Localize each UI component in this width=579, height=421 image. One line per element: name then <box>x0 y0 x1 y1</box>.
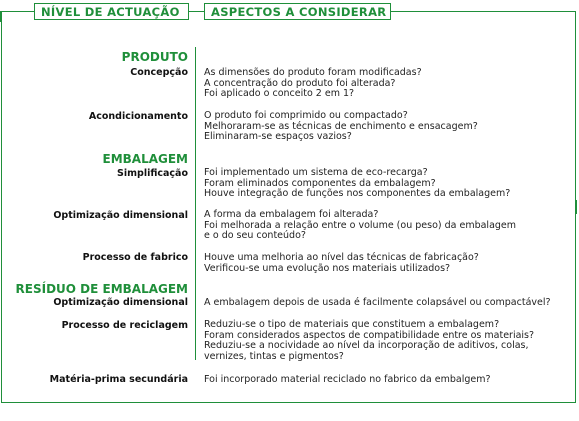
text-line: A forma da embalagem foi alterada? <box>204 209 379 220</box>
text-optimizacao-dimensional-residuo <box>204 298 551 309</box>
section-residuo-de-embalagem: RESÍDUO DE EMBALAGEM <box>15 282 188 296</box>
text-concepcao <box>204 68 422 100</box>
header-nivel-de-actuacao: NÍVEL DE ACTUAÇÃO <box>34 3 189 20</box>
section-embalagem: EMBALAGEM <box>102 152 188 166</box>
text-line: Foi melhorada a relação entre o volume (ou peso) da embalagem <box>204 219 517 231</box>
text-line: vernizes, tintas e pigmentos? <box>204 350 344 362</box>
text-line: As dimensões do produto foram modificadas? <box>204 67 422 78</box>
text-line: A concentração do produto foi alterada? <box>204 77 396 89</box>
text-line: Foram considerados aspectos de compatibilidade entre os materiais? <box>204 329 535 341</box>
text-line: Houve integração de funções nos componentes da embalagem? <box>204 188 511 199</box>
label-optimizacao-dimensional-residuo: Optimização dimensional <box>53 297 188 308</box>
text-line: Reduziu-se a nocividade ao nível da incorporação de aditivos, colas, <box>204 340 529 351</box>
text-line: Reduziu-se o tipo de materiais que constituem a embalagem? <box>204 319 500 330</box>
label-processo-de-reciclagem: Processo de reciclagem <box>61 320 188 331</box>
text-processo-de-fabrico <box>204 253 479 274</box>
text-processo-de-reciclagem <box>204 320 534 362</box>
text-line: Foi aplicado o conceito 2 em 1? <box>204 88 355 99</box>
text-line: A embalagem depois de usada é facilmente colapsável ou compactável? <box>204 297 551 308</box>
text-simplificacao <box>204 168 510 200</box>
label-processo-de-fabrico: Processo de fabrico <box>82 252 188 263</box>
text-acondicionamento <box>204 111 478 143</box>
text-line: e o do seu conteúdo? <box>204 230 306 241</box>
label-simplificacao: Simplificação <box>117 168 188 179</box>
label-materia-prima-secundaria: Matéria-prima secundária <box>49 374 188 385</box>
right-accent-bar <box>575 200 577 214</box>
text-materia-prima-secundaria <box>204 375 491 386</box>
label-acondicionamento: Acondicionamento <box>88 111 188 122</box>
text-optimizacao-dimensional <box>204 210 516 242</box>
text-line: Eliminaram-se espaços vazios? <box>204 131 352 142</box>
text-line: O produto foi comprimido ou compactado? <box>204 110 408 121</box>
label-concepcao: Concepção <box>130 67 188 78</box>
text-line: Foi implementado um sistema de eco-recarga? <box>204 167 428 178</box>
column-divider <box>195 47 196 360</box>
text-line: Foi incorporado material reciclado no fabrico da embalgem? <box>204 374 491 385</box>
text-line: Houve uma melhoria ao nível das técnicas de fabricação? <box>204 252 479 263</box>
header-aspectos-a-considerar: ASPECTOS A CONSIDERAR <box>204 3 391 20</box>
text-line: Verificou-se uma evolução nos materiais utilizados? <box>204 262 451 274</box>
left-accent-bar <box>0 11 2 22</box>
text-line: Foram eliminados componentes da embalagem? <box>204 177 436 189</box>
label-optimizacao-dimensional: Optimização dimensional <box>53 210 188 221</box>
section-produto: PRODUTO <box>121 50 188 64</box>
text-line: Melhoraram-se as técnicas de enchimento e ensacagem? <box>204 120 478 132</box>
